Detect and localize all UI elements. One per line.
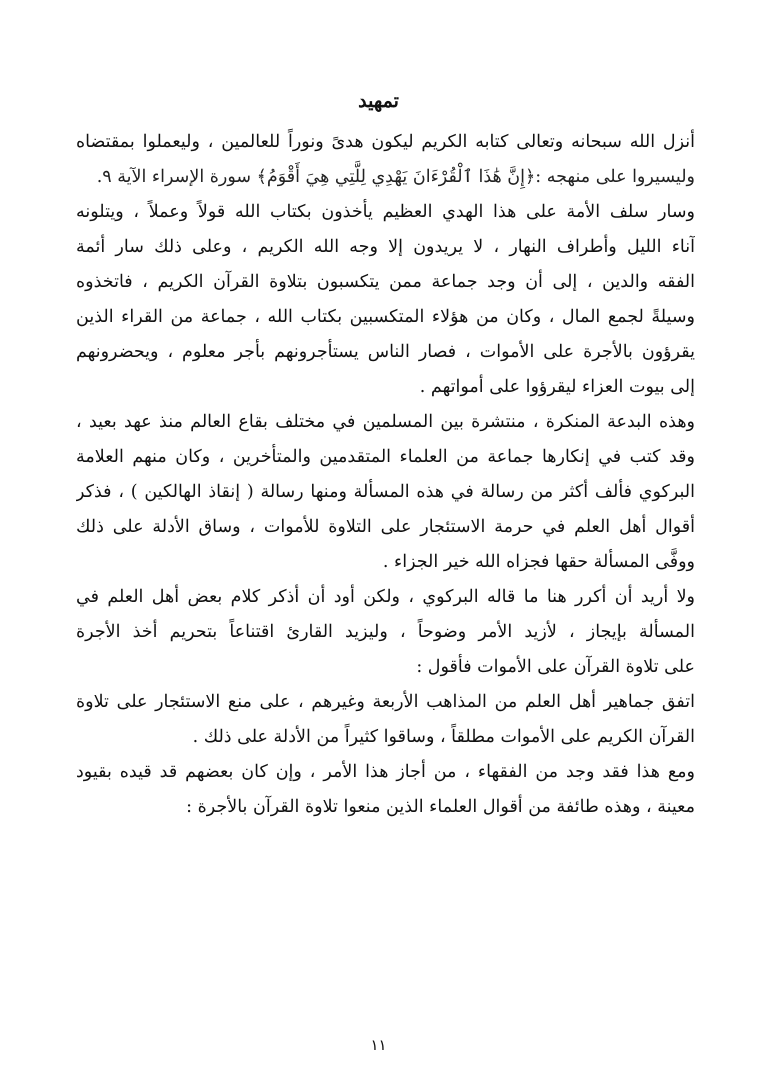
text-line: ولا أريد أن أكرر هنا ما قاله البركوي ، ولكن أود أن أذكر كلام بعض أهل العلم في (76, 587, 695, 607)
text-line: اتفق جماهير أهل العلم من المذاهب الأربعة وغيرهم ، على منع الاستئجار على تلاوة (76, 692, 695, 712)
text-line: ومع هذا فقد وجد من الفقهاء ، من أجاز هذا الأمر ، وإن كان بعضهم قد قيده بقيود (76, 762, 695, 782)
text-line: وقد كتب في إنكارها جماعة من العلماء المتقدمين والمتأخرين ، وكان منهم العلامة (76, 447, 695, 467)
text-line: يقرؤون بالأجرة على الأموات ، فصار الناس يستأجرونهم بأجر معلوم ، ويحضرونهم (76, 342, 695, 362)
text-line: وهذه البدعة المنكرة ، منتشرة بين المسلمين في مختلف بقاع العالم منذ عهد بعيد ، (76, 412, 695, 432)
page-number: ١١ (370, 1036, 387, 1054)
text-line: أقوال أهل العلم في حرمة الاستئجار على التلاوة للأموات ، وساق الأدلة على ذلك (76, 517, 695, 537)
text-line: القرآن الكريم على الأموات مطلقاً ، وساقوا كثيراً من الأدلة على ذلك . (192, 727, 695, 747)
text-line: إلى بيوت العزاء ليقرؤوا على أمواتهم . (419, 377, 695, 397)
paragraph-salaf (76, 195, 695, 405)
paragraph-consensus (76, 685, 695, 755)
text-line: وسيلةً لجمع المال ، وكان من هؤلاء المتكسبين بكتاب الله ، جماعة من القراء الذين (76, 307, 695, 327)
text-line-quran-verse: وليسيروا على منهجه :﴿إِنَّ هَٰذَا ٱلْقُرْءَانَ يَهْدِي لِلَّتِي هِيَ أَقْوَمُ﴾ سورة الإسراء الآية ٩. (96, 167, 695, 187)
paragraph-intro (76, 125, 695, 195)
text-line: أنزل الله سبحانه وتعالى كتابه الكريم ليكون هدىً ونوراً للعالمين ، وليعملوا بمقتضاه (76, 132, 695, 152)
text-line: وسار سلف الأمة على هذا الهدي العظيم يأخذون بكتاب الله قولاً وعملاً ، ويتلونه (76, 202, 695, 222)
page-heading: تمهيد (358, 90, 399, 112)
text-line: ووفَّى المسألة حقها فجزاه الله خير الجزاء . (382, 552, 695, 572)
text-line: آناء الليل وأطراف النهار ، لا يريدون إلا وجه الله الكريم ، وعلى ذلك سار أئمة (76, 237, 695, 257)
paragraph-birkawi (76, 580, 695, 685)
text-line: الفقه والدين ، إلى أن وجد جماعة ممن يتكسبون بتلاوة القرآن الكريم ، فاتخذوه (76, 272, 695, 292)
paragraph-exceptions (76, 755, 695, 825)
text-line: معينة ، وهذه طائفة من أقوال العلماء الذين منعوا تلاوة القرآن بالأجرة : (186, 797, 695, 817)
text-line: البركوي فألف أكثر من رسالة في هذه المسألة ومنها رسالة ( إنقاذ الهالكين ) ، فذكر (76, 482, 695, 502)
text-line: المسألة بإيجاز ، لأزيد الأمر وضوحاً ، وليزيد القارئ اقتناعاً بتحريم أخذ الأجرة (76, 622, 695, 642)
body-text (76, 125, 695, 825)
paragraph-bidah (76, 405, 695, 580)
text-line: على تلاوة القرآن على الأموات فأقول : (416, 657, 695, 677)
